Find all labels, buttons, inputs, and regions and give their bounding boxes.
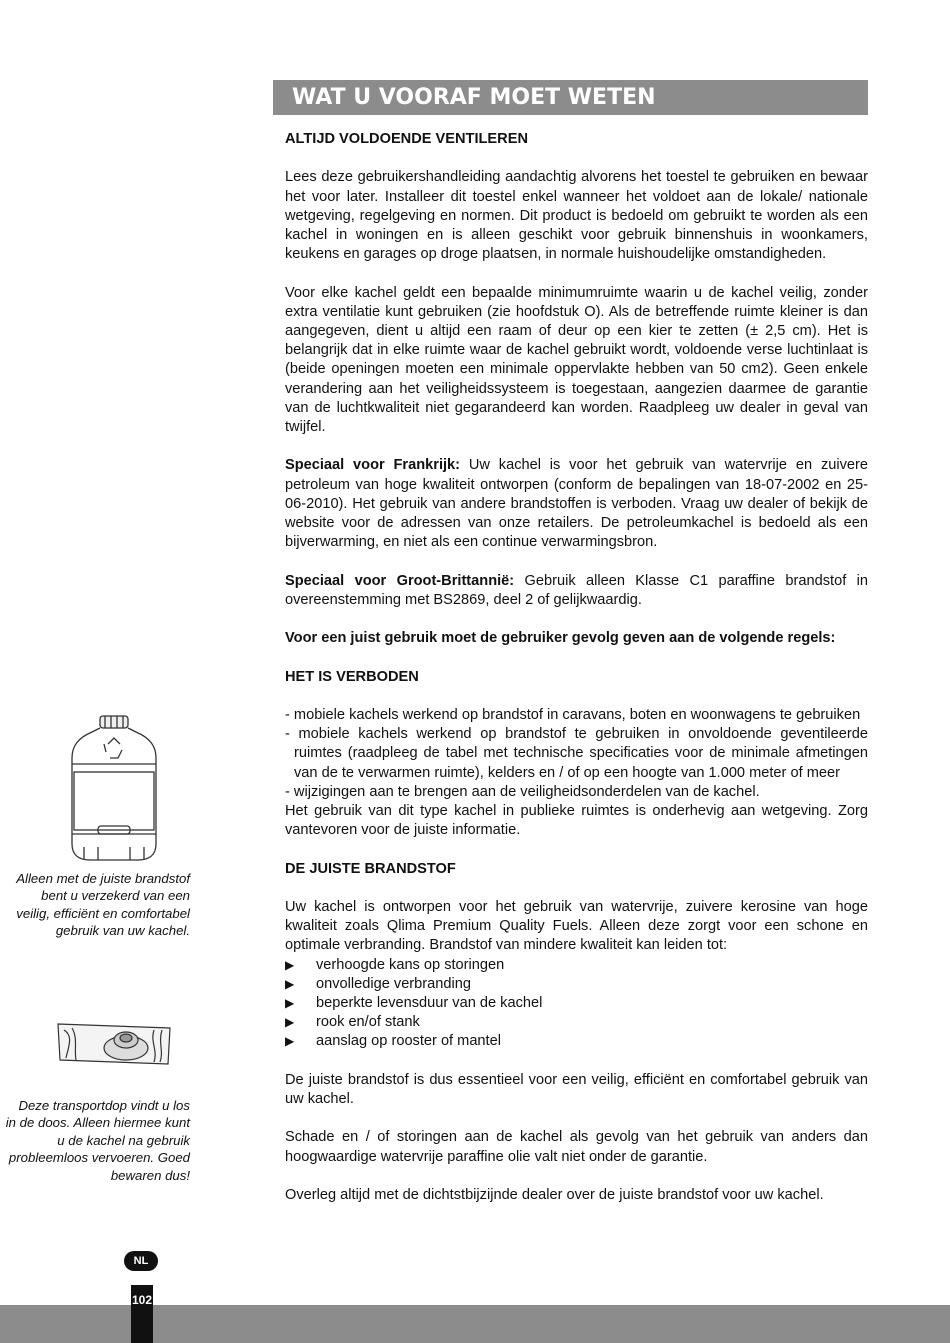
language-badge: NL <box>124 1251 158 1271</box>
arrow-bullet-icon: ▶ <box>285 1015 295 1030</box>
list-item: ▶ rook en/of stank <box>285 1013 868 1032</box>
rules-intro: Voor een juist gebruik moet de gebruiker gevolg geven aan de volgende regels: <box>285 630 836 647</box>
caption-fuel: Alleen met de juiste brandstof bent u verzekerd van een veilig, efficiënt en comfortabel gebruik van uw kachel. <box>16 871 190 939</box>
page-number: 102 <box>131 1285 153 1343</box>
list-item: ▶ verhoogde kans op storingen <box>285 956 868 975</box>
fuel-bullet-list <box>285 956 868 1052</box>
arrow-bullet-icon: ▶ <box>285 1034 295 1049</box>
main-content <box>285 130 868 1224</box>
caption-transport-cap: Deze transportdop vindt u los in de doos. Alleen hiermee kunt u de kachel na gebruik probleemloos vervoeren. Goed bewaren dus! <box>5 1098 190 1183</box>
paragraph-ventilation-1: Lees deze gebruikershandleiding aandachtig alvorens het toestel te gebruiken en bewaar het voor later. Installeer dit toestel enkel wanneer het voldoet aan de lokale/ nationale wetgeving, regelgeving en normen. Dit product is bedoeld om gebruikt te worden als een kachel in woningen en is alleen geschikt voor gebruik binnenshuis in woonkamers, keukens en garages op droge plaatsen, in normale huishoudelijke omstandigheden. <box>285 169 868 263</box>
list-item: - mobiele kachels werkend op brandstof te gebruiken in onvoldoende geventileerde ruimtes (raadpleeg de tabel met technische specificaties voor de minimale afmetingen van de te verwarmen ruimte), kelders en / of op een hoogte van 1.000 meter of meer <box>285 726 868 781</box>
fuel-paragraph-3: Overleg altijd met de dichtstbijzijnde dealer over de juiste brandstof voor uw kachel. <box>285 1186 824 1203</box>
forbidden-list <box>285 706 868 802</box>
heading-fuel: DE JUISTE BRANDSTOF <box>285 860 456 877</box>
france-text: Uw kachel is voor het gebruik van watervrije en zuivere petroleum van hoge kwaliteit ontworpen (conform de bepalingen van 18-07-2002 en 25-06-2010). Het gebruik van andere brandstoffen is verboden. Vraag uw dealer of bekijk de website voor de adressen van onze retailers. De petroleumkachel is bedoeld als een bijverwarming, en niet als een continue verwarmingsbron. <box>285 457 868 551</box>
transport-cap-icon <box>54 1018 174 1066</box>
france-label: Speciaal voor Frankrijk: <box>285 457 461 474</box>
uk-text: Gebruik alleen Klasse C1 paraffine brandstof in overeenstemming met BS2869, deel 2 of gelijkwaardig. <box>285 572 868 608</box>
list-item: - mobiele kachels werkend op brandstof in caravans, boten en woonwagens te gebruiken <box>285 706 861 723</box>
paragraph-ventilation-2: Voor elke kachel geldt een bepaalde minimumruimte waarin u de kachel veilig, zonder extra ventilatie kunt gebruiken (zie hoofdstuk O). Als de betreffende ruimte kleiner is dan aangegeven, dient u altijd een raam of deur op een kier te zetten (± 2,5 cm). Het is belangrijk dat in elke ruimte waar de kachel gebruikt wordt, voldoende verse luchtinlaat is (beide openingen moeten een minimale oppervlakte hebben van 50 cm2). Geen enkele verandering aan het veiligheidssysteem is toegestaan, aangezien daarmee de garantie van de luchtkwaliteit niet gegarandeerd kan worden. Raadpleeg uw dealer in geval van twijfel. <box>285 284 868 436</box>
list-item: ▶ aanslag op rooster of mantel <box>285 1032 868 1051</box>
heading-ventilation: ALTIJD VOLDOENDE VENTILEREN <box>285 131 528 147</box>
arrow-bullet-icon: ▶ <box>285 957 295 972</box>
paragraph-france <box>285 456 868 552</box>
forbidden-note: Het gebruik van dit type kachel in publieke ruimtes is onderhevig aan wetgeving. Zorg vantevoren voor de juiste informatie. <box>285 803 868 839</box>
uk-label: Speciaal voor Groot-Brittannië: <box>285 572 515 589</box>
heading-forbidden: HET IS VERBODEN <box>285 668 419 685</box>
arrow-bullet-icon: ▶ <box>285 976 295 991</box>
list-item: - wijzigingen aan te brengen aan de veiligheidsonderdelen van de kachel. <box>285 783 760 800</box>
section-title: WAT U VOORAF MOET WETEN <box>273 80 868 115</box>
list-item: ▶ beperkte levensduur van de kachel <box>285 994 868 1013</box>
fuel-paragraph-2: Schade en / of storingen aan de kachel als gevolg van het gebruik van anders dan hoogwaardige watervrije paraffine olie valt niet onder de garantie. <box>285 1129 868 1165</box>
fuel-jerrycan-icon <box>64 712 164 864</box>
fuel-paragraph-1: De juiste brandstof is dus essentieel voor een veilig, efficiënt en comfortabel gebruik van uw kachel. <box>285 1071 868 1107</box>
arrow-bullet-icon: ▶ <box>285 996 295 1010</box>
paragraph-uk <box>285 572 868 610</box>
list-item: ▶ onvolledige verbranding <box>285 975 868 994</box>
fuel-intro: Uw kachel is ontworpen voor het gebruik van watervrije, zuivere kerosine van hoge kwaliteit zoals Qlima Premium Quality Fuels. Alleen deze zorgt voor een schone en optimale verbranding. Brandstof van mindere kwaliteit kan leiden tot: <box>285 898 868 954</box>
